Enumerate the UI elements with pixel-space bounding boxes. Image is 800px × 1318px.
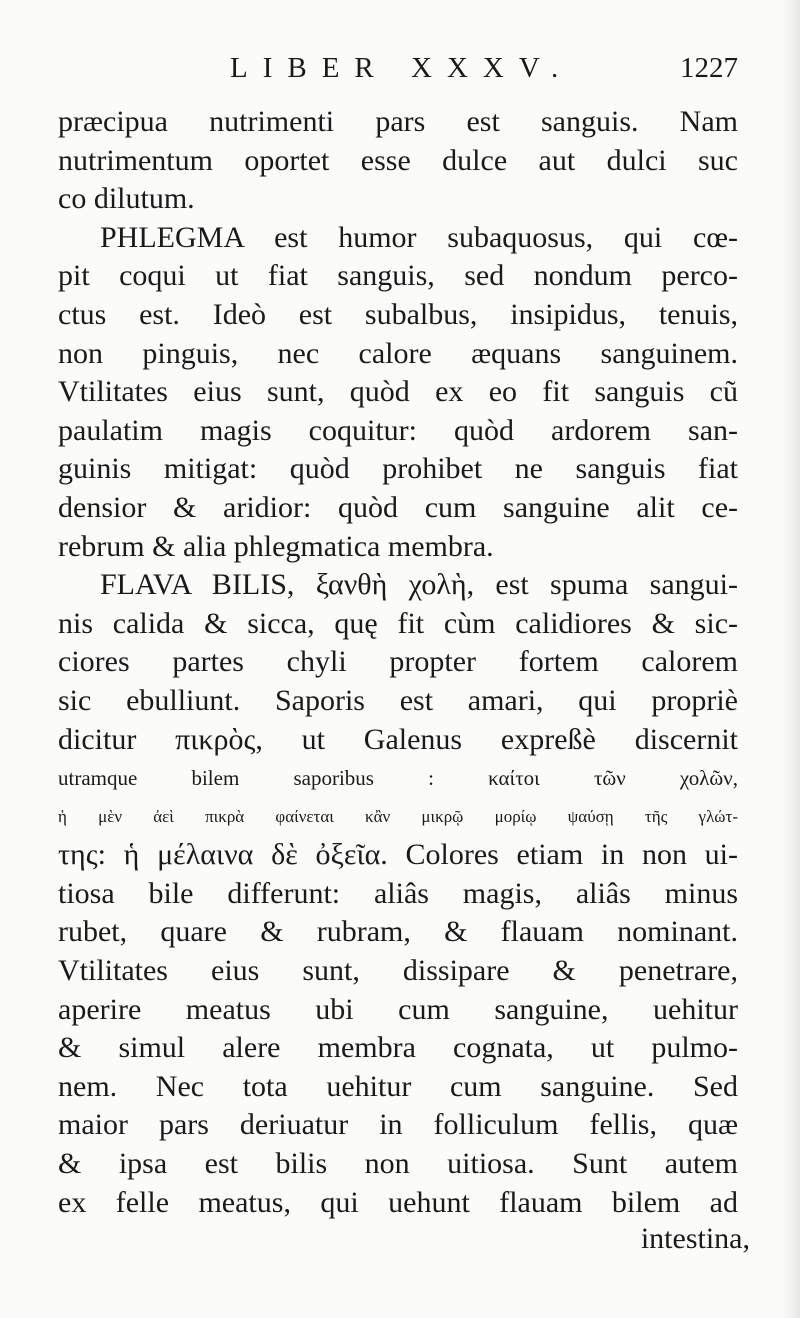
text-line: rebrum & alia phlegmatica membra.: [58, 529, 494, 563]
text-line: της: ἡ μέλαινα δὲ ὀξεῖα. Colores etiam in non ui-: [58, 838, 738, 872]
text-line: nis calida & sicca, quę fit cùm calidiores & sic-: [58, 606, 738, 640]
text-line: guinis mitigat: quòd prohibet ne sanguis fiat: [58, 452, 738, 486]
text-line: non pinguis, nec calore æquans sanguinem.: [58, 336, 738, 370]
text-line: nem. Nec tota uehitur cum sanguine. Sed: [58, 1069, 738, 1103]
running-title: LIBER XXXV.: [230, 52, 574, 84]
text-line: & ipsa est bilis non uitiosa. Sunt autem: [58, 1147, 738, 1181]
text-line: sic ebulliunt. Saporis est amari, qui propriè: [58, 683, 738, 717]
body-text: [58, 103, 738, 1222]
text-line: ciores partes chyli propter fortem calorem: [58, 645, 738, 679]
text-line: co dilutum.: [58, 182, 195, 216]
text-line: Vtilitates eius sunt, dissipare & penetrare,: [58, 954, 738, 988]
text-line: pit coqui ut fiat sanguis, sed nondum perco-: [58, 259, 738, 293]
text-line: ctus est. Ideò est subalbus, insipidus, tenuis,: [58, 297, 738, 331]
text-line: Vtilitates eius sunt, quòd ex eo fit sanguis cũ: [58, 375, 738, 409]
text-line: tiosa bile differunt: aliâs magis, aliâs minus: [58, 876, 738, 910]
text-line: ἡ μὲν ἀεὶ πικρὰ φαίνεται κἂν μικρῷ μορίῳ ψαύσῃ τῆς γλώτ-: [58, 806, 738, 826]
text-line: utramque bilem saporibus : καίτοι τῶν χολῶν,: [58, 766, 738, 791]
text-line: paulatim magis coquitur: quòd ardorem san-: [58, 413, 738, 447]
text-line: dicitur πικρὸς, ut Galenus expreßè discernit: [58, 722, 738, 756]
text-line: nutrimentum oportet esse dulce aut dulci suc: [58, 143, 738, 177]
text-line: densior & aridior: quòd cum sanguine alit ce-: [58, 490, 738, 524]
text-line: FLAVA BILIS, ξανθὴ χολὴ, est spuma sangui-: [100, 568, 738, 602]
page-scan-edge: [782, 0, 800, 1318]
text-line: & simul alere membra cognata, ut pulmo-: [58, 1031, 738, 1065]
catchword: intestina,: [640, 1222, 750, 1255]
text-line: ex felle meatus, qui uehunt flauam bilem ad: [58, 1185, 738, 1219]
page-number: 1227: [680, 52, 738, 84]
text-line: aperire meatus ubi cum sanguine, uehitur: [58, 992, 738, 1026]
text-line: rubet, quare & rubram, & flauam nominant.: [58, 915, 738, 949]
text-line: PHLEGMA est humor subaquosus, qui cœ-: [100, 220, 738, 254]
text-line: præcipua nutrimenti pars est sanguis. Nam: [58, 105, 738, 138]
text-line: maior pars deriuatur in folliculum fellis, quæ: [58, 1108, 738, 1142]
running-head: [0, 52, 800, 92]
